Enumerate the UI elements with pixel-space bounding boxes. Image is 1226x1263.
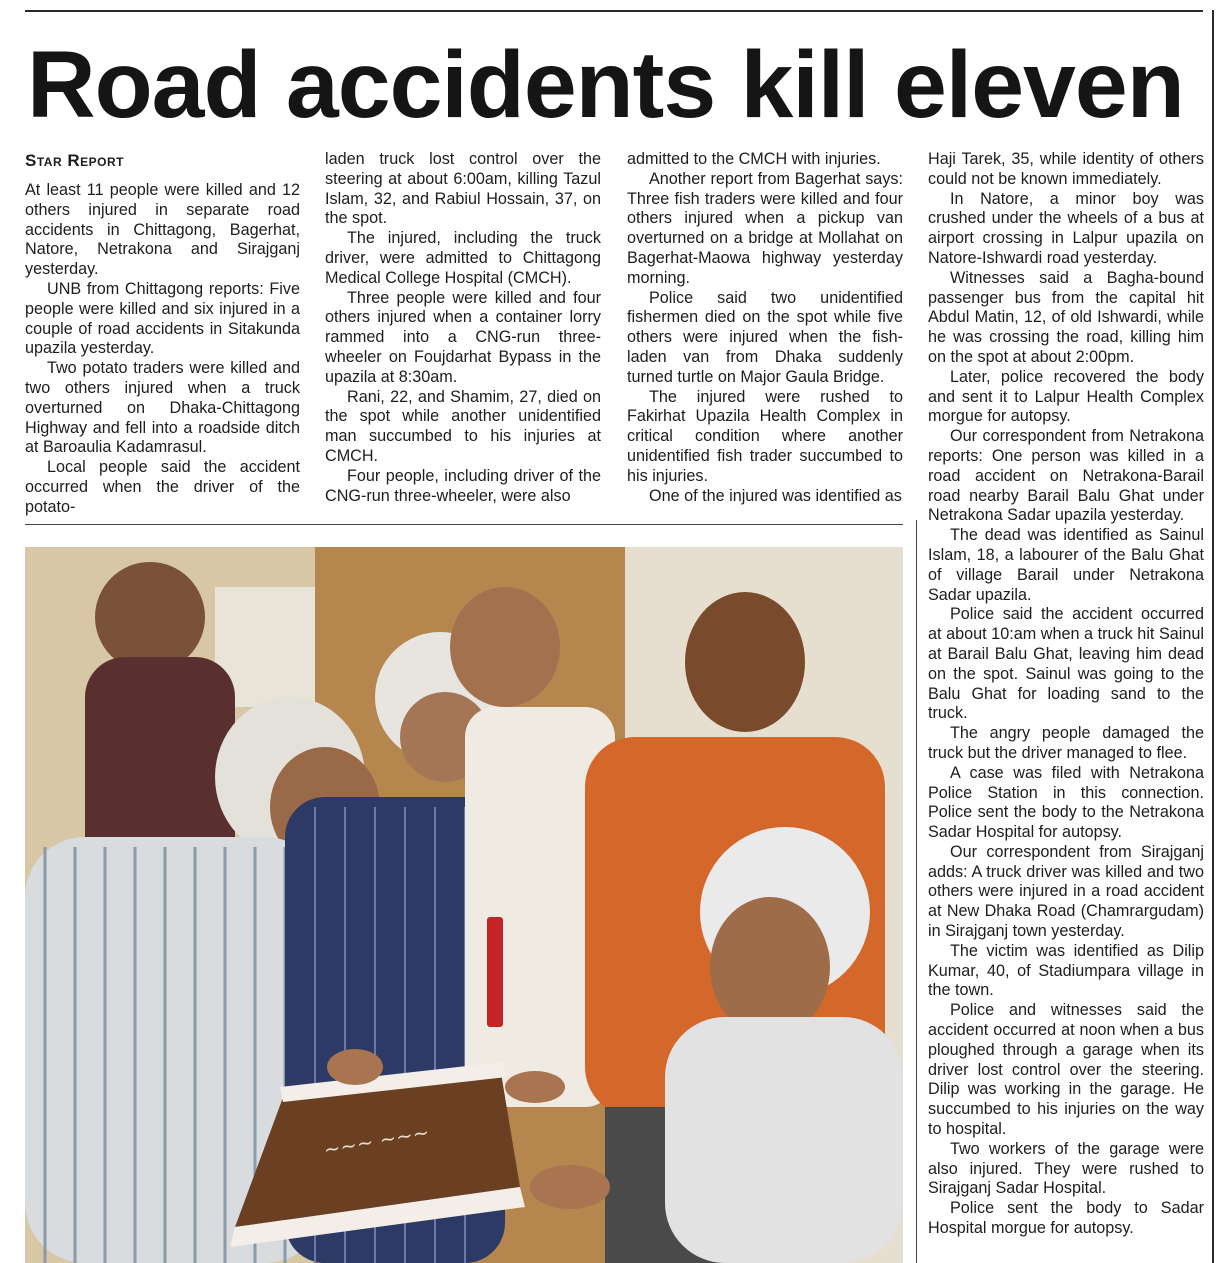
headline: Road accidents kill eleven <box>27 32 1184 138</box>
article-paragraph: Our correspondent from Netrakona reports: One person was killed in a road accident on Netrakona-Barail road nearby Barail Balu Ghat under Netrakona Sadar upazila yesterday. <box>928 427 1204 525</box>
article-paragraph: admitted to the CMCH with injuries. <box>627 150 881 168</box>
news-photo <box>25 547 903 1263</box>
article-paragraph: Two workers of the garage were also injured. They were rushed to Sirajganj Sadar Hospital. <box>928 1139 1204 1198</box>
article-column-1 <box>25 150 300 518</box>
photo-divider <box>25 524 903 525</box>
article-paragraph: The angry people damaged the truck but the driver managed to flee. <box>928 724 1204 762</box>
article-paragraph: Rani, 22, and Shamim, 27, died on the spot while another unidentified man succumbed to his injuries at CMCH. <box>325 387 601 465</box>
page-border <box>1212 10 1214 1263</box>
article-paragraph: The dead was identified as Sainul Islam, 18, a labourer of the Balu Ghat of village Barail under Netrakona Sadar upazila. <box>928 526 1204 604</box>
article-paragraph: Police said the accident occurred at about 10:am when a truck hit Sainul at Barail Balu Ghat, leaving him dead on the spot. Sainul was going to the Balu Ghat for loading sand to the truck. <box>928 605 1204 723</box>
article-paragraph: Our correspondent from Sirajganj adds: A truck driver was killed and two others were injured in a road accident at New Dhaka Road (Chamrargudam) in Sirajganj town yesterday. <box>928 842 1204 941</box>
article-paragraph: Another report from Bagerhat says: Three fish traders were killed and four others injured when a pickup van overturned on a bridge at Mollahat on Bagerhat-Maowa highway yesterday morning. <box>627 169 903 287</box>
article-paragraph: In Natore, a minor boy was crushed under the wheels of a bus at airport crossing in Lalpur upazila on Natore-Ishwardi road yesterday. <box>928 189 1204 267</box>
top-rule <box>25 10 1203 12</box>
column-body <box>25 181 300 518</box>
article-paragraph: At least 11 people were killed and 12 others injured in separate road accidents in Chittagong, Bagerhat, Natore, Netrakona and Sirajganj yesterday. <box>25 181 300 279</box>
article-paragraph: The victim was identified as Dilip Kumar, 40, of Stadiumpara village in the town. <box>928 941 1204 1000</box>
article-paragraph: Haji Tarek, 35, while identity of others could not be known immediately. <box>928 150 1204 188</box>
article-paragraph: Witnesses said a Bagha-bound passenger bus from the capital hit Abdul Matin, 12, of old Ishwardi, while he was crossing the road, killing him on the spot at about 2:00pm. <box>928 268 1204 366</box>
column-divider <box>916 520 917 1263</box>
column-body <box>627 150 903 506</box>
article-paragraph: Police sent the body to Sadar Hospital morgue for autopsy. <box>928 1199 1204 1238</box>
article-paragraph: Two potato traders were killed and two others injured when a truck overturned on Dhaka-Chittagong Highway and fell into a roadside ditch at Baroaulia Kadamrasul. <box>25 359 300 457</box>
column-body <box>325 150 601 506</box>
article-paragraph: laden truck lost control over the steering at about 6:00am, killing Tazul Islam, 32, and Rabiul Hossain, 37, on the spot. <box>325 150 601 228</box>
article-paragraph: Police said two unidentified fishermen died on the spot while five others were injured when the fish-laden van from Dhaka suddenly turned turtle on Major Gaula Bridge. <box>627 288 903 386</box>
svg-text:~~~ ~~~: ~~~ ~~~ <box>321 1119 432 1162</box>
article-paragraph: Four people, including driver of the CNG-run three-wheeler, were also <box>325 466 601 505</box>
article-paragraph: Local people said the accident occurred when the driver of the potato- <box>25 458 300 516</box>
article-paragraph: Later, police recovered the body and sent it to Lalpur Health Complex morgue for autopsy. <box>928 367 1204 426</box>
article-paragraph: The injured were rushed to Fakirhat Upazila Health Complex in critical condition where another unidentified fish trader succumbed to his injuries. <box>627 387 903 485</box>
article-paragraph: Police and witnesses said the accident occurred at noon when a bus ploughed through a garage when its driver lost control over the steering. Dilip was working in the garage. He succumbed to his injuries on the way to hospital. <box>928 1001 1204 1139</box>
article-paragraph: UNB from Chittagong reports: Five people were killed and six injured in a couple of road accidents in Sitakunda upazila yesterday. <box>25 279 300 358</box>
photo-illustration <box>25 547 903 1263</box>
byline: Star Report <box>25 151 124 170</box>
article-paragraph: The injured, including the truck driver, were admitted to Chittagong Medical College Hospital (CMCH). <box>325 229 601 287</box>
column-body <box>928 150 1204 1239</box>
article-paragraph: One of the injured was identified as <box>649 486 902 505</box>
article-paragraph: A case was filed with Netrakona Police Station in this connection. Police sent the body to the Netrakona Sadar Hospital for autopsy. <box>928 763 1204 842</box>
article-paragraph: Three people were killed and four others injured when a container lorry rammed into a CNG-run three-wheeler on Foujdarhat Bypass in the upazila at 8:30am. <box>325 288 601 386</box>
article-column-3 <box>627 150 903 506</box>
article-column-4 <box>928 150 1204 1239</box>
article-column-2 <box>325 150 601 506</box>
